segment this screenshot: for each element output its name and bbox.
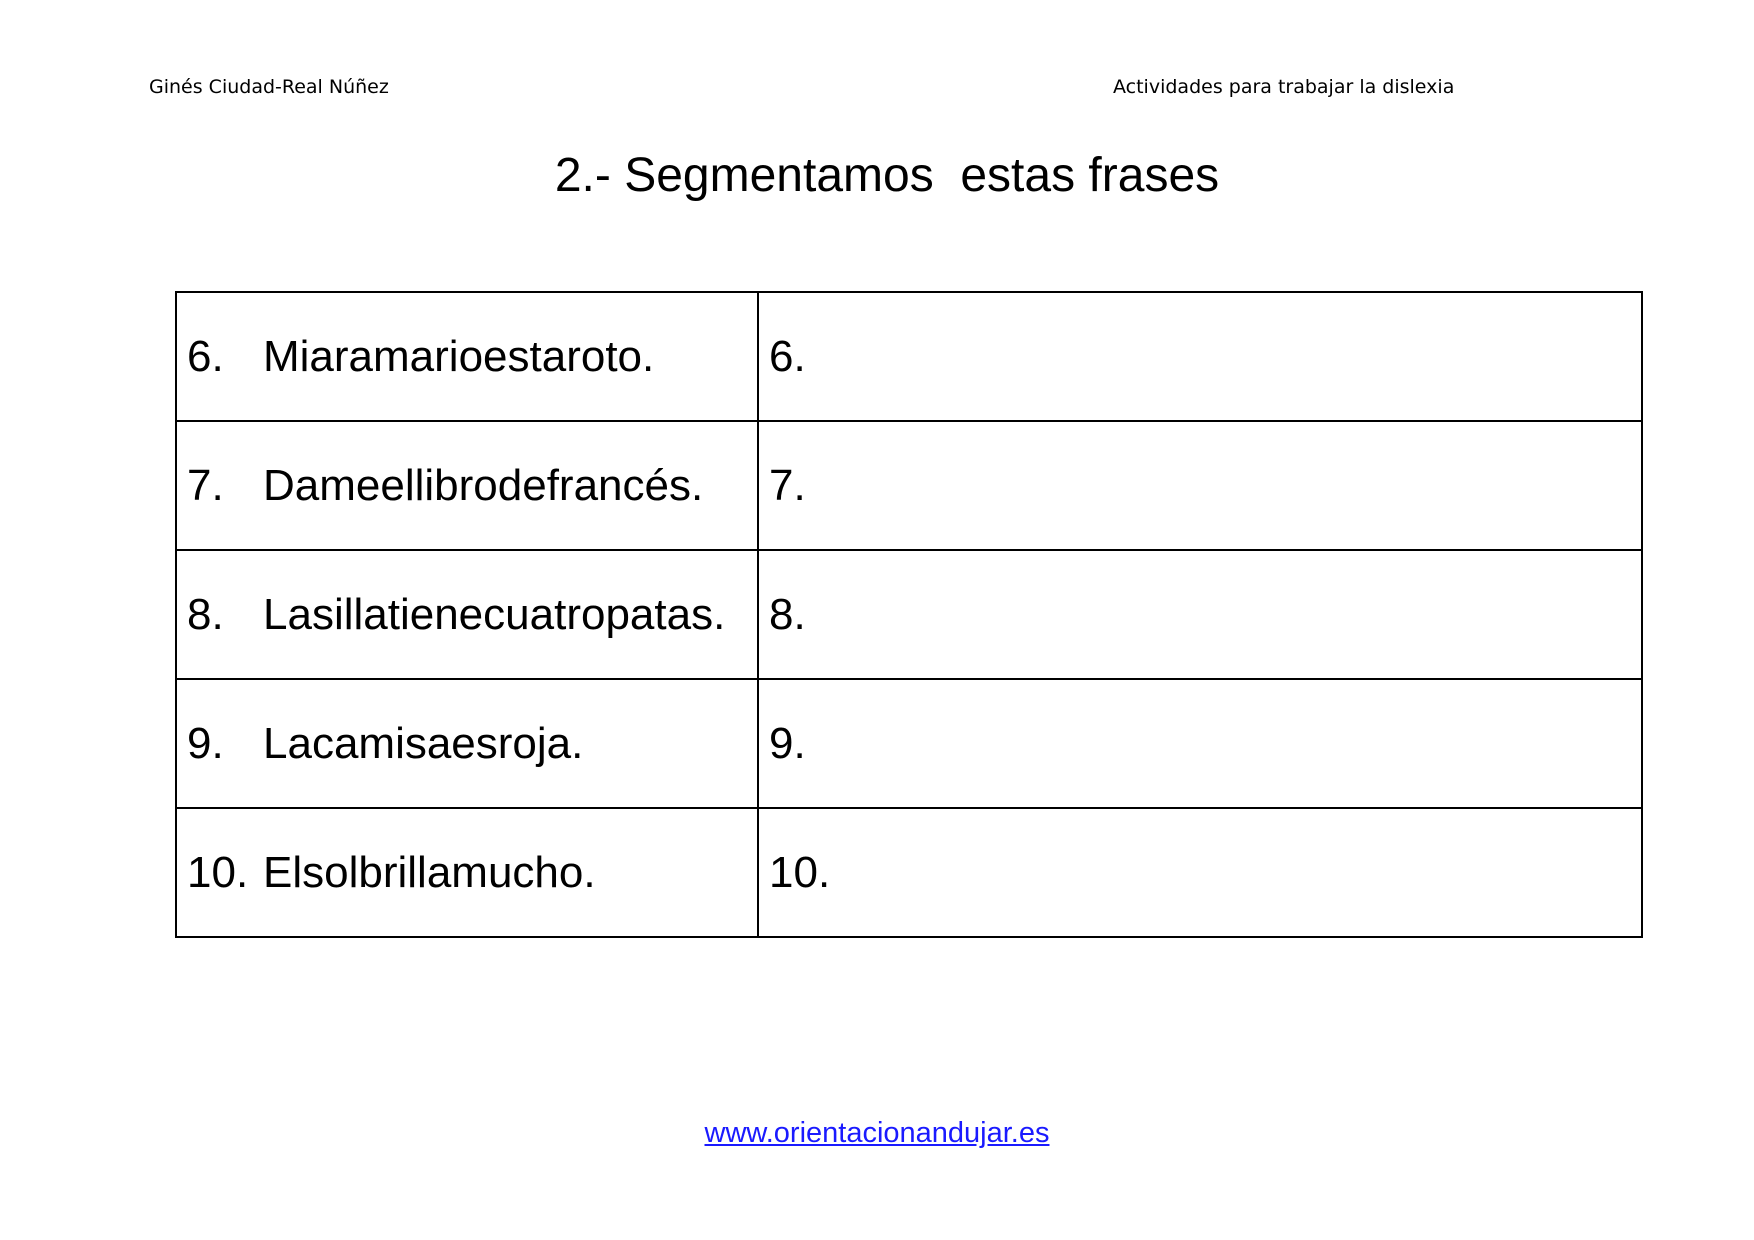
sentence-cell xyxy=(176,808,758,937)
answer-number: 8. xyxy=(769,589,806,639)
item-number: 7. xyxy=(187,460,224,510)
table-row xyxy=(176,292,1642,421)
answer-cell[interactable] xyxy=(758,421,1642,550)
answer-number: 7. xyxy=(769,460,806,510)
footer xyxy=(0,1117,1754,1150)
header-author: Ginés Ciudad-Real Núñez xyxy=(149,76,389,98)
joined-sentence: Lasillatienecuatropatas. xyxy=(263,589,726,639)
table-row xyxy=(176,808,1642,937)
exercise-table xyxy=(175,291,1643,938)
joined-sentence: Elsolbrillamucho. xyxy=(263,847,596,897)
joined-sentence: Lacamisaesroja. xyxy=(263,718,584,768)
answer-number: 10. xyxy=(769,847,831,897)
header-subject: Actividades para trabajar la dislexia xyxy=(1113,76,1455,98)
table-row xyxy=(176,550,1642,679)
sentence-cell xyxy=(176,679,758,808)
item-number: 10. xyxy=(187,847,249,897)
answer-number: 9. xyxy=(769,718,806,768)
joined-sentence: Dameellibrodefrancés. xyxy=(263,460,704,510)
website-link[interactable]: www.orientacionandujar.es xyxy=(704,1117,1050,1149)
answer-cell[interactable] xyxy=(758,550,1642,679)
sentence-cell xyxy=(176,550,758,679)
answer-number: 6. xyxy=(769,331,806,381)
page-title xyxy=(0,148,1754,203)
answer-cell[interactable] xyxy=(758,679,1642,808)
answer-cell[interactable] xyxy=(758,808,1642,937)
answer-cell[interactable] xyxy=(758,292,1642,421)
table-row xyxy=(176,679,1642,808)
item-number: 8. xyxy=(187,589,224,639)
table-row xyxy=(176,421,1642,550)
item-number: 9. xyxy=(187,718,224,768)
sentence-cell xyxy=(176,421,758,550)
page-title-text: 2.- Segmentamos estas frases xyxy=(554,149,1220,202)
joined-sentence: Miaramarioestaroto. xyxy=(263,331,655,381)
item-number: 6. xyxy=(187,331,224,381)
sentence-cell xyxy=(176,292,758,421)
